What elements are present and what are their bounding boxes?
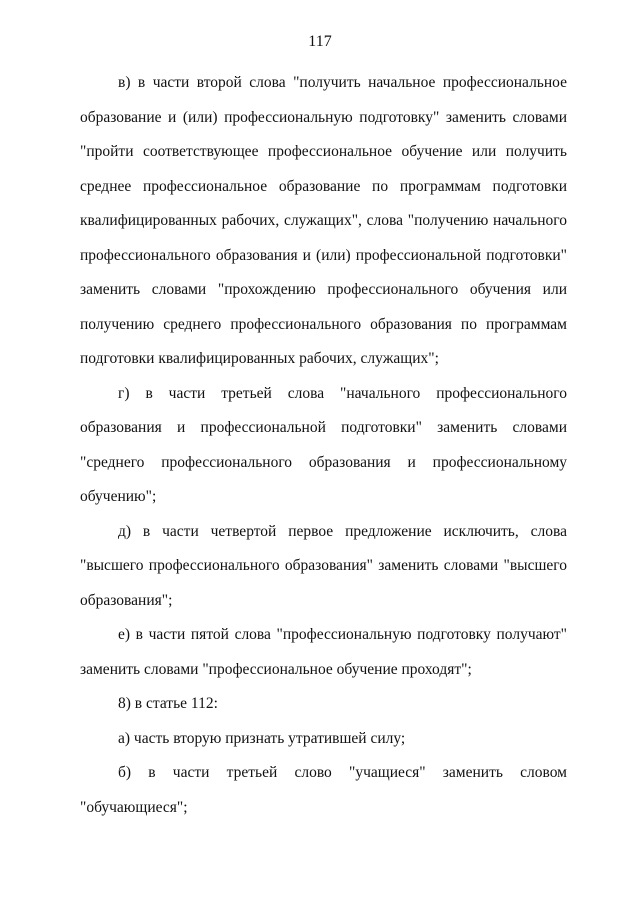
paragraph-b xyxy=(80,756,567,825)
paragraph-a: а) часть вторую признать утратившей силу; xyxy=(118,729,406,747)
paragraph-b-line-2: "обучающиеся"; xyxy=(80,798,188,816)
document-body xyxy=(80,66,567,825)
paragraph-b-line-1: б) в части третьей слово "учащиеся" заменить словом xyxy=(118,764,567,781)
page-number: 117 xyxy=(308,33,332,50)
paragraph-e: е) в части пятой слова "профессиональную подготовку получают" заменить словами "профессиональное обучение проходят"; xyxy=(80,626,567,678)
paragraph-d: д) в части четвертой первое предложение исключить, слова "высшего профессионального образования" заменить словами "высшего образования"; xyxy=(80,522,567,609)
paragraph-g: г) в части третьей слова "начального профессионального образования и профессиональной подготовки" заменить словами "среднего профессионального образования и профессиональному обучению"; xyxy=(80,384,567,505)
paragraph-v: в) в части второй слова "получить начальное профессиональное образование и (или) профессиональную подготовку" заменить словами "пройти соответствующее профессиональное обучение или получить среднее профессиональное образование по программам подготовки квалифицированных рабочих, служащих", слова "получению начального профессионального образования и (или) профессиональной подготовки" заменить словами "прохождению профессионального обучения или получению среднего профессионального образования по программам подготовки квалифицированных рабочих, служащих"; xyxy=(80,74,567,367)
paragraph-item-8: 8) в статье 112: xyxy=(118,695,218,712)
